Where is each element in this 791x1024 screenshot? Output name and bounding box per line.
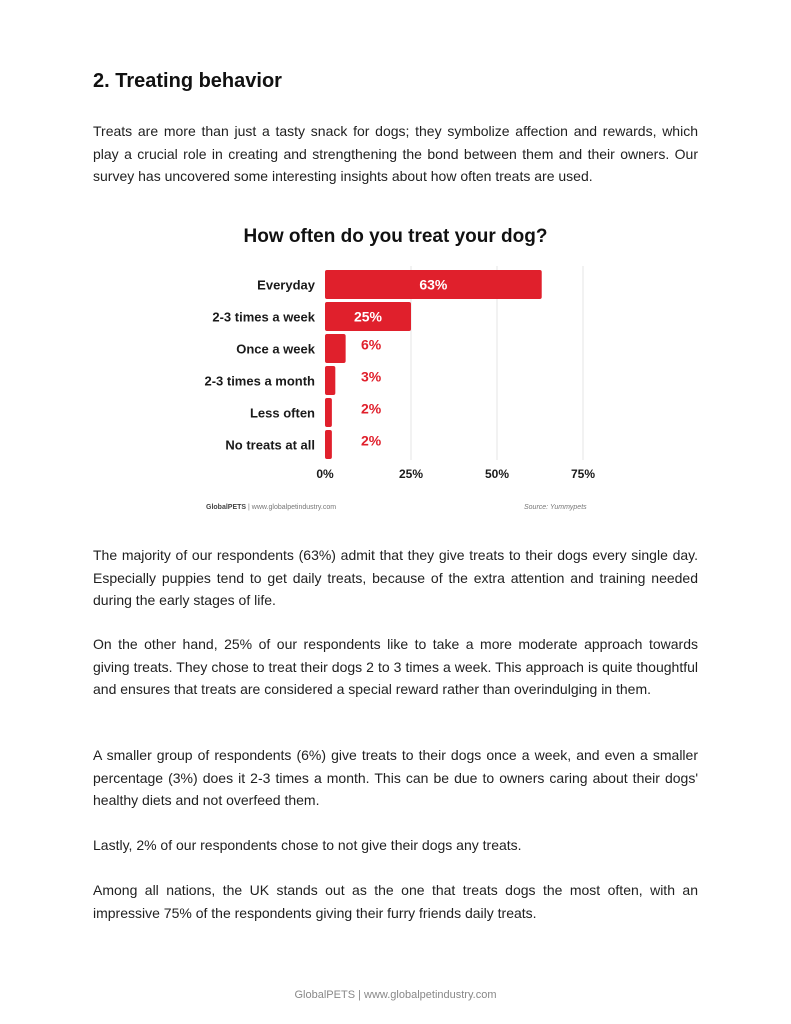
paragraph-2: On the other hand, 25% of our respondents like to take a more moderate approach towards giving treats. They chose to treat their dogs 2 to 3 times a week. This approach is quite thoughtful and ensures that treats are considered a special reward rather than overindulging in them. [93,636,698,697]
intro-paragraph: Treats are more than just a tasty snack for dogs; they symbolize affection and rewards, which play a crucial role in creating and strengthening the bond between them and their owners. Our survey has uncovered some interesting insights about how often treats are used. [93,123,698,184]
x-tick-label: 0% [316,467,334,481]
treat-frequency-chart [180,262,610,492]
chart-brand [206,504,336,511]
category-label: 2-3 times a month [204,373,315,389]
paragraph-4: Lastly, 2% of our respondents chose to not give their dogs any treats. [93,837,522,853]
chart-source: Source: Yummypets [524,504,587,511]
chart-brand-name: GlobalPETS [206,504,247,511]
x-tick-label: 75% [570,467,596,481]
category-label: Everyday [257,277,315,293]
section-title: 2. Treating behavior [93,70,282,92]
paragraph-3: A smaller group of respondents (6%) give treats to their dogs once a week, and even a smaller percentage (3%) does it 2-3 times a month. This can be due to owners caring about their dogs' healthy diets and not overfeed them. [93,747,698,808]
paragraph-1: The majority of our respondents (63%) admit that they give treats to their dogs every single day. Especially puppies tend to get daily treats, because of the extra attention and training needed during the early stages of life. [93,547,698,608]
paragraph-5: Among all nations, the UK stands out as the one that treats dogs the most often, with an impressive 75% of the respondents giving their furry friends daily treats. [93,882,698,921]
category-label: Once a week [236,341,315,357]
category-label: Less often [249,405,315,421]
chart-brand-url: www.globalpetindustry.com [251,504,337,511]
chart-brand-separator: | [248,504,252,511]
value-label: 63% [419,276,448,293]
x-tick-label: 50% [484,467,510,481]
value-label: 25% [353,308,383,325]
value-label: 6% [361,336,382,353]
value-label: 2% [361,400,382,417]
x-tick-label: 25% [398,467,424,481]
bar [325,398,332,427]
bar [325,430,332,459]
value-label: 3% [361,368,382,385]
footer-separator: | [358,989,361,1001]
footer-url: www.globalpetindustry.com [364,989,497,1001]
footer-brand: GlobalPETS [294,989,356,1001]
bar [325,334,346,363]
value-label: 2% [361,432,382,449]
chart-title: How often do you treat your dog? [243,226,548,247]
category-label: No treats at all [225,437,315,453]
bar [325,366,335,395]
page-footer [0,989,791,1001]
category-label: 2-3 times a week [212,309,315,325]
